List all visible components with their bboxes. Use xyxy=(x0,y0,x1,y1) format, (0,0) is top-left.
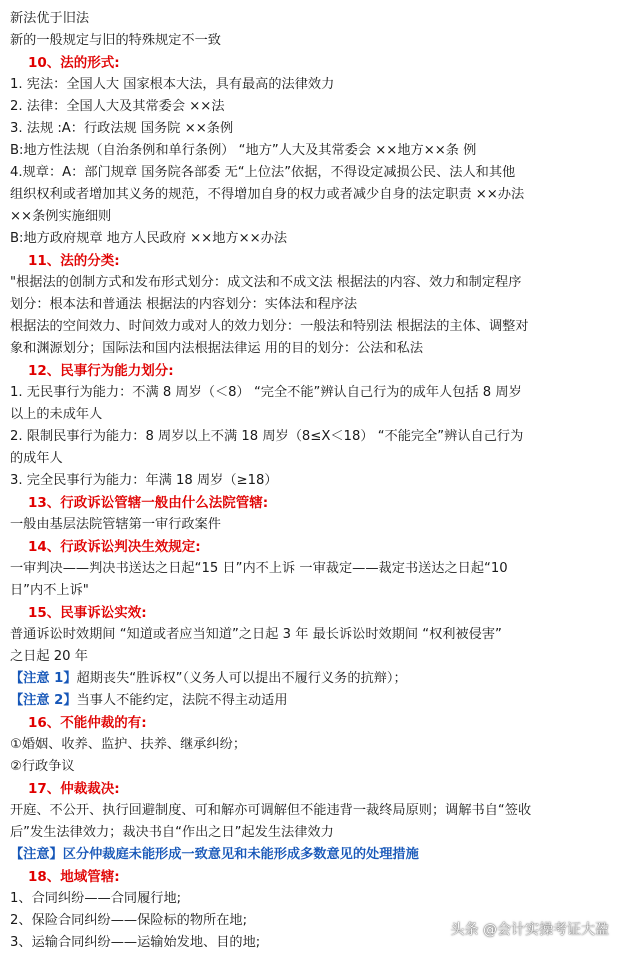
note-tag-2: 【注意 2】 xyxy=(10,693,77,708)
text-line: 3、运输合同纠纷——运输始发地、目的地; xyxy=(10,935,261,950)
text-line: 之日起 20 年 xyxy=(10,649,88,664)
note-line-2 xyxy=(10,690,613,712)
watermark: 头条 @会计实操考证大盈 xyxy=(450,922,609,938)
text-line: 的成年人 xyxy=(10,451,63,466)
section-heading-17: 17、仲裁裁决: xyxy=(28,781,120,797)
text-line: 组织权利或者增加其义务的规范，不得增加自身的权力或者减少自身的法定职责 ××办法 xyxy=(10,187,525,202)
section-heading-10: 10、法的形式: xyxy=(28,55,120,71)
section-heading-12: 12、民事行为能力划分: xyxy=(28,363,174,379)
note-text-2: 当事人不能约定，法院不得主动适用 xyxy=(76,693,288,708)
text-line: 2. 限制民事行为能力：8 周岁以上不满 18 周岁（8≤X＜18） “不能完全”辨认自己行为 xyxy=(10,429,524,444)
text-line: 一审判决——判决书送达之日起“15 日”内不上诉 一审裁定——裁定书送达之日起“10 xyxy=(10,561,508,576)
text-line: 新法优于旧法 xyxy=(10,11,90,26)
text-line: 2、保险合同纠纷——保险标的物所在地; xyxy=(10,913,248,928)
section-heading-14: 14、行政诉讼判决生效规定: xyxy=(28,539,201,555)
text-line: 普通诉讼时效期间 “知道或者应当知道”之日起 3 年 最长诉讼时效期间 “权利被侵害” xyxy=(10,627,502,642)
text-line: 2. 法律：全国人大及其常委会 ××法 xyxy=(10,99,225,114)
text-line: 3. 法规 :A：行政法规 国务院 ××条例 xyxy=(10,121,234,136)
text-line: "根据法的创制方式和发布形式划分：成文法和不成文法 根据法的内容、效力和制定程序 xyxy=(10,275,522,290)
text-line: 4.规章：A：部门规章 国务院各部委 无“上位法”依据，不得设定减损公民、法人和其他 xyxy=(10,165,516,180)
text-line: ②行政争议 xyxy=(10,759,75,774)
text-line: 1. 宪法：全国人大 国家根本大法，具有最高的法律效力 xyxy=(10,77,335,92)
section-heading-18: 18、地域管辖: xyxy=(28,869,120,885)
text-line: 3. 完全民事行为能力：年满 18 周岁（≥18） xyxy=(10,473,278,488)
text-line: 根据法的空间效力、时间效力或对人的效力划分：一般法和特别法 根据法的主体、调整对 xyxy=(10,319,529,334)
note-text-1: 超期丧失“胜诉权”（义务人可以提出不履行义务的抗辩）； xyxy=(76,671,407,686)
note-line-1 xyxy=(10,668,613,690)
section-heading-16: 16、不能仲裁的有: xyxy=(28,715,147,731)
section-heading-15: 15、民事诉讼实效: xyxy=(28,605,147,621)
text-line: ①婚姻、收养、监护、扶养、继承纠纷； xyxy=(10,737,247,752)
text-line: 一般由基层法院管辖第一审行政案件 xyxy=(10,517,221,532)
text-line: B:地方性法规（自治条例和单行条例） “地方”人大及其常委会 ××地方××条 例 xyxy=(10,143,477,158)
text-line: 开庭、不公开、执行回避制度、可和解亦可调解但不能违背一裁终局原则；调解书自“签收 xyxy=(10,803,532,818)
text-line: 划分：根本法和普通法 根据法的内容划分：实体法和程序法 xyxy=(10,297,358,312)
text-line: 象和渊源划分；国际法和国内法根据法律运 用的目的划分：公法和私法 xyxy=(10,341,424,356)
text-line: 后”发生法律效力；裁决书自“作出之日”起发生法律效力 xyxy=(10,825,334,840)
text-line: ××条例实施细则 xyxy=(10,209,112,224)
text-line: 日”内不上诉" xyxy=(10,583,89,598)
section-heading-11: 11、法的分类: xyxy=(28,253,120,269)
text-line: 新的一般规定与旧的特殊规定不一致 xyxy=(10,33,221,48)
text-line: B:地方政府规章 地方人民政府 ××地方××办法 xyxy=(10,231,288,246)
note-line-3: 【注意】区分仲裁庭未能形成一致意见和未能形成多数意见的处理措施 xyxy=(10,847,419,862)
text-line: 以上的未成年人 xyxy=(10,407,103,422)
section-heading-13: 13、行政诉讼管辖一般由什么法院管辖: xyxy=(28,495,269,511)
text-line: 1、合同纠纷——合同履行地; xyxy=(10,891,182,906)
note-tag-1: 【注意 1】 xyxy=(10,671,77,686)
text-line: 1. 无民事行为能力：不满 8 周岁（＜8） “完全不能”辨认自己行为的成年人包括 8 周岁 xyxy=(10,385,522,400)
